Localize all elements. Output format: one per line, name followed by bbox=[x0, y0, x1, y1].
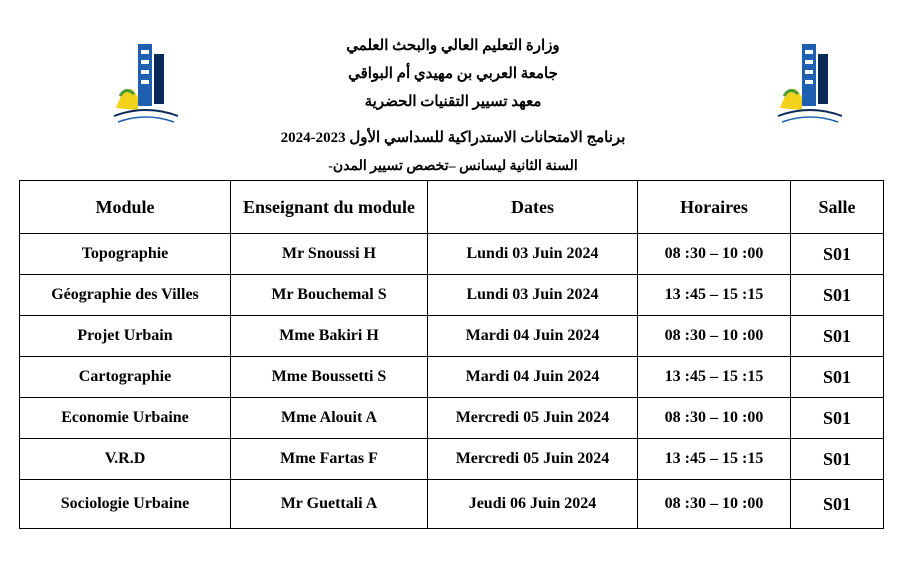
teacher-cell: Mme Fartas F bbox=[231, 439, 428, 480]
column-header-module: Module bbox=[20, 181, 231, 234]
date-cell: Lundi 03 Juin 2024 bbox=[428, 234, 638, 275]
table-row bbox=[20, 234, 884, 275]
time-cell: 08 :30 – 10 :00 bbox=[638, 480, 791, 529]
table-row bbox=[20, 480, 884, 529]
date-cell: Mardi 04 Juin 2024 bbox=[428, 316, 638, 357]
teacher-cell: Mr Guettali A bbox=[231, 480, 428, 529]
teacher-cell: Mme Boussetti S bbox=[231, 357, 428, 398]
column-header-dates: Dates bbox=[428, 181, 638, 234]
room-cell: S01 bbox=[791, 439, 884, 480]
table-row bbox=[20, 316, 884, 357]
teacher-cell: Mr Snoussi H bbox=[231, 234, 428, 275]
ministry-name: وزارة التعليم العالي والبحث العلمي bbox=[346, 38, 560, 54]
column-header-horaires: Horaires bbox=[638, 181, 791, 234]
time-cell: 13 :45 – 15 :15 bbox=[638, 439, 791, 480]
date-cell: Jeudi 06 Juin 2024 bbox=[428, 480, 638, 529]
date-cell: Mercredi 05 Juin 2024 bbox=[428, 439, 638, 480]
date-cell: Mercredi 05 Juin 2024 bbox=[428, 398, 638, 439]
module-cell: V.R.D bbox=[20, 439, 231, 480]
room-cell: S01 bbox=[791, 480, 884, 529]
teacher-cell: Mme Bakiri H bbox=[231, 316, 428, 357]
time-cell: 08 :30 – 10 :00 bbox=[638, 316, 791, 357]
column-header-salle: Salle bbox=[791, 181, 884, 234]
date-cell: Mardi 04 Juin 2024 bbox=[428, 357, 638, 398]
module-cell: Sociologie Urbaine bbox=[20, 480, 231, 529]
table-row bbox=[20, 357, 884, 398]
module-cell: Géographie des Villes bbox=[20, 275, 231, 316]
time-cell: 08 :30 – 10 :00 bbox=[638, 234, 791, 275]
module-cell: Topographie bbox=[20, 234, 231, 275]
teacher-cell: Mr Bouchemal S bbox=[231, 275, 428, 316]
time-cell: 08 :30 – 10 :00 bbox=[638, 398, 791, 439]
module-cell: Economie Urbaine bbox=[20, 398, 231, 439]
table-header-row bbox=[20, 181, 884, 234]
table-row bbox=[20, 275, 884, 316]
time-cell: 13 :45 – 15 :15 bbox=[638, 275, 791, 316]
program-subtitle: السنة الثانية ليسانس –تخصص تسيير المدن- bbox=[328, 159, 578, 174]
table-row bbox=[20, 439, 884, 480]
university-name: جامعة العربي بن مهيدي أم البواقي bbox=[348, 66, 558, 82]
room-cell: S01 bbox=[791, 357, 884, 398]
institute-name: معهد تسيير التقنيات الحضرية bbox=[364, 94, 542, 110]
room-cell: S01 bbox=[791, 234, 884, 275]
date-cell: Lundi 03 Juin 2024 bbox=[428, 275, 638, 316]
table-row bbox=[20, 398, 884, 439]
document-header bbox=[0, 32, 906, 116]
exam-schedule-table bbox=[19, 180, 884, 529]
room-cell: S01 bbox=[791, 398, 884, 439]
module-cell: Projet Urbain bbox=[20, 316, 231, 357]
time-cell: 13 :45 – 15 :15 bbox=[638, 357, 791, 398]
room-cell: S01 bbox=[791, 316, 884, 357]
teacher-cell: Mme Alouit A bbox=[231, 398, 428, 439]
room-cell: S01 bbox=[791, 275, 884, 316]
column-header-teacher: Enseignant du module bbox=[231, 181, 428, 234]
module-cell: Cartographie bbox=[20, 357, 231, 398]
program-title: برنامج الامتحانات الاستدراكية للسداسي الأول 2023-2024 bbox=[280, 130, 626, 146]
